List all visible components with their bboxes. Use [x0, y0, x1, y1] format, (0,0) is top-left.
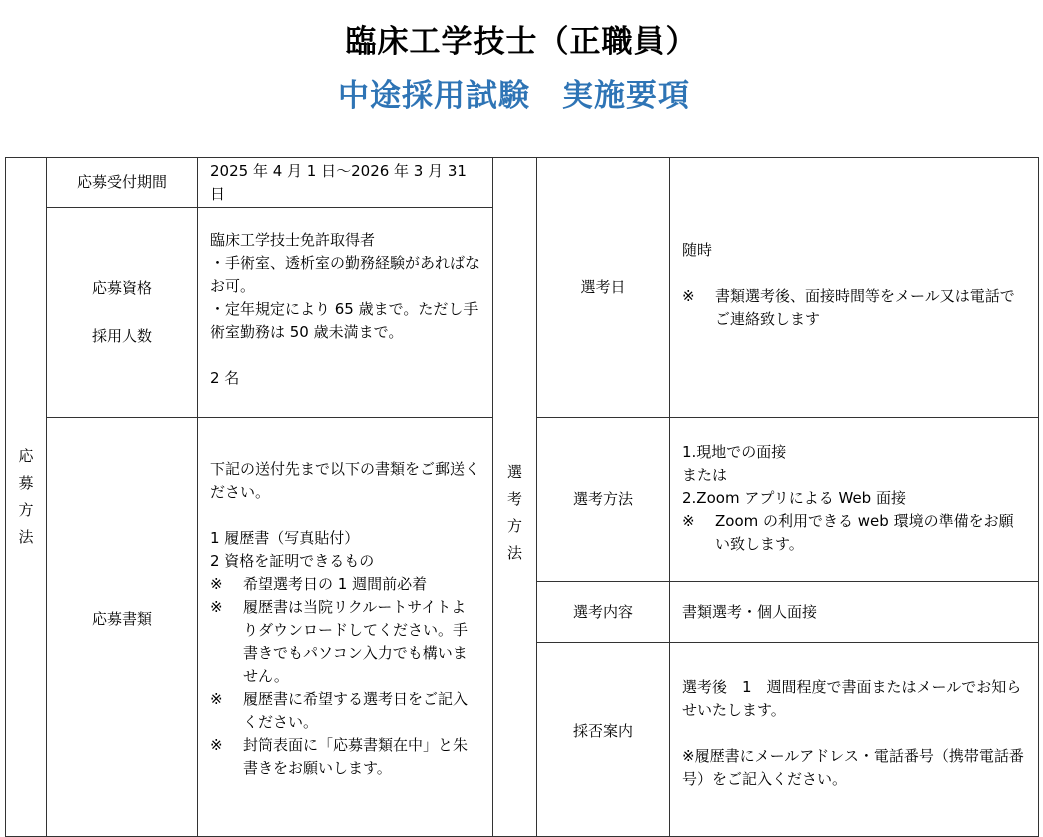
- note-text: 封筒表面に「応募書類在中」と朱書きをお願いします。: [243, 736, 469, 777]
- group-char: 募: [18, 474, 34, 492]
- note-text: 履歴書に希望する選考日をご記入ください。: [243, 690, 469, 731]
- result-line: 選考後 1 週間程度で書面またはメールでお知らせいたします。: [682, 678, 1022, 719]
- qualification-value-cell: [197, 207, 493, 418]
- note-text: 履歴書は当院リクルートサイトよりダウンロードしてください。手書きでもパソコン入力でも構いません。: [243, 598, 469, 685]
- group-char: 法: [506, 544, 522, 562]
- method-label-cell: [536, 417, 670, 582]
- headcount-label: 採用人数: [91, 327, 152, 345]
- result-label-cell: [536, 642, 670, 837]
- documents-note: [210, 734, 480, 780]
- period-label-cell: [46, 157, 198, 208]
- period-label: 応募受付期間: [76, 173, 167, 191]
- documents-item: 1 履歴書（写真貼付）: [210, 529, 360, 547]
- group-char: 応: [18, 447, 34, 465]
- method-label: 選考方法: [572, 490, 633, 508]
- qualification-line: ・手術室、透析室の勤務経験があればなお可。: [210, 254, 481, 295]
- content-label-cell: [536, 581, 670, 643]
- note-text: 書類選考後、面接時間等をメール又は電話でご連絡致します: [715, 287, 1015, 328]
- documents-label-cell: [46, 417, 198, 837]
- note-text: Zoom の利用できる web 環境の準備をお願い致します。: [715, 512, 1014, 553]
- result-label: 採否案内: [572, 722, 633, 740]
- group-char: 選: [506, 463, 522, 481]
- period-value: 2025 年 4 月 1 日～2026 年 3 月 31 日: [210, 161, 467, 203]
- qualification-line: 臨床工学技士免許取得者: [210, 231, 376, 249]
- qualification-label: 応募資格: [91, 279, 152, 297]
- method-value-cell: [669, 417, 1039, 582]
- documents-item: 2 資格を証明できるもの: [210, 552, 375, 570]
- method-line: 1.現地での面接: [682, 443, 787, 461]
- documents-note: [210, 688, 480, 734]
- selection-method-group-label: [492, 157, 537, 837]
- date-note: [682, 285, 1026, 331]
- content-value-cell: [669, 581, 1039, 643]
- note-text: 希望選考日の 1 週間前必着: [243, 575, 428, 593]
- note-mark: ※: [682, 512, 695, 530]
- documents-note: [210, 573, 480, 596]
- content-label: 選考内容: [572, 602, 633, 621]
- documents-value-cell: [197, 417, 493, 837]
- documents-note: [210, 596, 480, 688]
- result-value-cell: [669, 642, 1039, 837]
- group-char: 方: [506, 517, 522, 535]
- page-title: 臨床工学技士（正職員）: [345, 24, 698, 60]
- note-mark: ※: [210, 598, 223, 616]
- content-value: 書類選考・個人面接: [682, 602, 818, 621]
- documents-label: 応募書類: [91, 609, 152, 628]
- group-char: 法: [18, 528, 34, 546]
- note-mark: ※: [682, 287, 695, 305]
- note-mark: ※: [210, 690, 223, 708]
- period-value-cell: [197, 157, 493, 208]
- group-char: 考: [506, 490, 522, 508]
- method-line: または: [682, 466, 728, 484]
- headcount-value: 2 名: [210, 369, 240, 387]
- note-mark: ※: [210, 575, 223, 593]
- date-label-cell: [536, 157, 670, 418]
- qualification-line: ・定年規定により 65 歳まで。ただし手術室勤務は 50 歳未満まで。: [210, 300, 479, 341]
- page-subtitle: 中途採用試験 実施要項: [338, 78, 690, 114]
- result-line: ※履歴書にメールアドレス・電話番号（携帯電話番号）をご記入ください。: [682, 747, 1024, 788]
- qualification-label-cell: [46, 207, 198, 418]
- method-line: 2.Zoom アプリによる Web 面接: [682, 489, 906, 507]
- date-label: 選考日: [580, 278, 626, 296]
- date-value-cell: [669, 157, 1039, 418]
- method-note: [682, 510, 1026, 556]
- group-char: 方: [18, 501, 34, 519]
- date-value: 随時: [682, 241, 713, 259]
- note-mark: ※: [210, 736, 223, 754]
- documents-intro: 下記の送付先まで以下の書類をご郵送ください。: [210, 460, 481, 501]
- apply-method-group-label: [5, 157, 47, 837]
